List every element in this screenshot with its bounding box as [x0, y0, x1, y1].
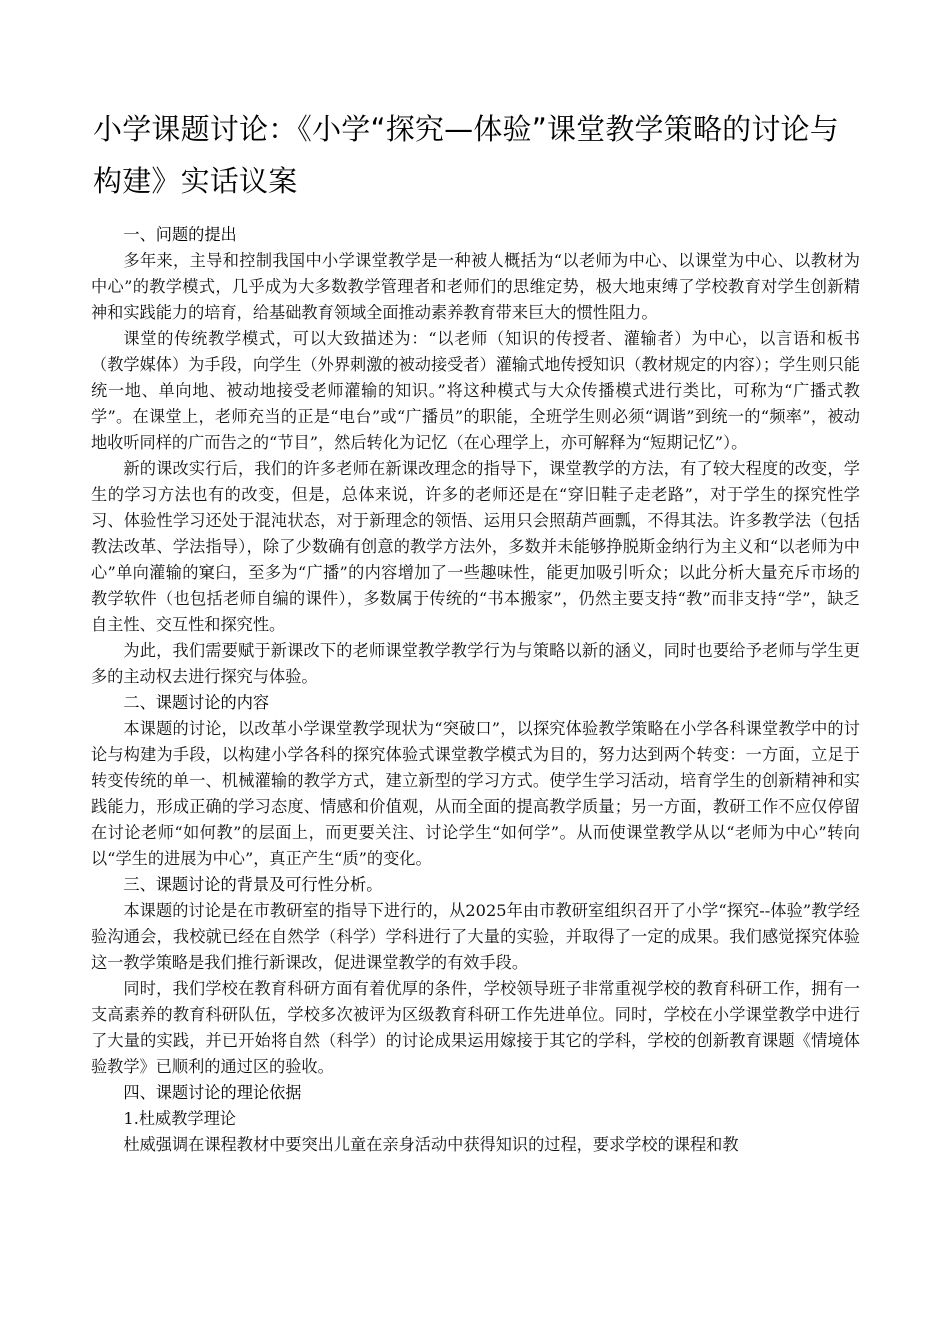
paragraph: 新的课改实行后，我们的许多老师在新课改理念的指导下，课堂教学的方法，有了较大程度的改变，学生的学习方法也有的改变，但是，总体来说，许多的老师还是在“穿旧鞋子走老路”，对于学生的探究性学习、体验性学习还处于混沌状态，对于新理念的领悟、运用只会照葫芦画瓢，不得其法。许多教学法（包括教法改革、学法指导），除了少数确有创意的教学方法外，多数并未能够挣脱斯金纳行为主义和“以老师为中心”单向灌输的窠臼，至多为“广播”的内容增加了一些趣味性，能更加吸引听众；以此分析大量充斥市场的教学软件（也包括老师自编的课件），多数属于传统的“书本搬家”，仍然主要支持“教”而非支持“学”，缺乏自主性、交互性和探究性。	[91, 459, 860, 634]
paragraph: 本课题的讨论，以改革小学课堂教学现状为“突破口”，以探究体验教学策略在小学各科课堂教学中的讨论与构建为手段，以构建小学各科的探究体验式课堂教学模式为目的，努力达到两个转变：一方面，立足于转变传统的单一、机械灌输的教学方式，建立新型的学习方式。使学生学习活动，培育学生的创新精神和实践能力，形成正确的学习态度、情感和价值观，从而全面的提高教学质量；另一方面，教研工作不应仅停留在讨论老师“如何教”的层面上，而更要关注、讨论学生“如何学”。从而使课堂教学从以“老师为中心”转向以“学生的进展为中心”，真正产生“质”的变化。	[91, 719, 860, 868]
paragraph: 为此，我们需要赋于新课改下的老师课堂教学教学行为与策略以新的涵义，同时也要给予老师与学生更多的主动权去进行探究与体验。	[91, 641, 860, 686]
section-heading-2: 二、课题讨论的内容	[123, 693, 270, 712]
paragraph: 同时，我们学校在教育科研方面有着优厚的条件，学校领导班子非常重视学校的教育科研工作，拥有一支高素养的教育科研队伍，学校多次被评为区级教育科研工作先进单位。同时，学校在小学课堂教学中进行了大量的实践，并已开始将自然（科学）的讨论成果运用嫁接于其它的学科，学校的创新教育课题《情境体验教学》已顺利的通过区的验收。	[91, 979, 860, 1076]
section-heading-3: 三、课题讨论的背景及可行性分析。	[123, 875, 383, 894]
paragraph: 杜威强调在课程教材中要突出儿童在亲身活动中获得知识的过程，要求学校的课程和教	[123, 1135, 739, 1154]
section-heading-4: 四、课题讨论的理论依据	[123, 1083, 302, 1102]
subheading: 1.杜威教学理论	[123, 1109, 236, 1128]
paragraph: 本课题的讨论是在市教研室的指导下进行的，从2025年由市教研室组织召开了小学“探究--体验”教学经验沟通会，我校就已经在自然学（科学）学科进行了大量的实验，并取得了一定的成果。我们感觉探究体验这一教学策略是我们推行新课改，促进课堂教学的有效手段。	[91, 901, 860, 972]
section-heading-1: 一、问题的提出	[123, 225, 237, 244]
paragraph: 课堂的传统教学模式，可以大致描述为：“以老师（知识的传授者、灌输者）为中心，以言语和板书（教学媒体）为手段，向学生（外界刺激的被动接受者）灌输式地传授知识（教材规定的内容）；学生则只能统一地、单向地、被动地接受老师灌输的知识。”将这种模式与大众传播模式进行类比，可称为“广播式教学”。在课堂上，老师充当的正是“电台”或“广播员”的职能，全班学生则必须“调谐”到统一的“频率”，被动地收听同样的广而告之的“节目”，然后转化为记忆（在心理学上，亦可解释为“短期记忆”）。	[91, 329, 860, 452]
document-body	[91, 222, 860, 1158]
paragraph: 多年来，主导和控制我国中小学课堂教学是一种被人概括为“以老师为中心、以课堂为中心、以教材为中心”的教学模式，几乎成为大多数教学管理者和老师们的思维定势，极大地束缚了学校教育对学生创新精神和实践能力的培育，给基础教育领域全面推动素养教育带来巨大的惯性阻力。	[91, 251, 860, 322]
document-title: 小学课题讨论：《小学“探究—体验”课堂教学策略的讨论与构建》实话议案	[93, 112, 839, 198]
